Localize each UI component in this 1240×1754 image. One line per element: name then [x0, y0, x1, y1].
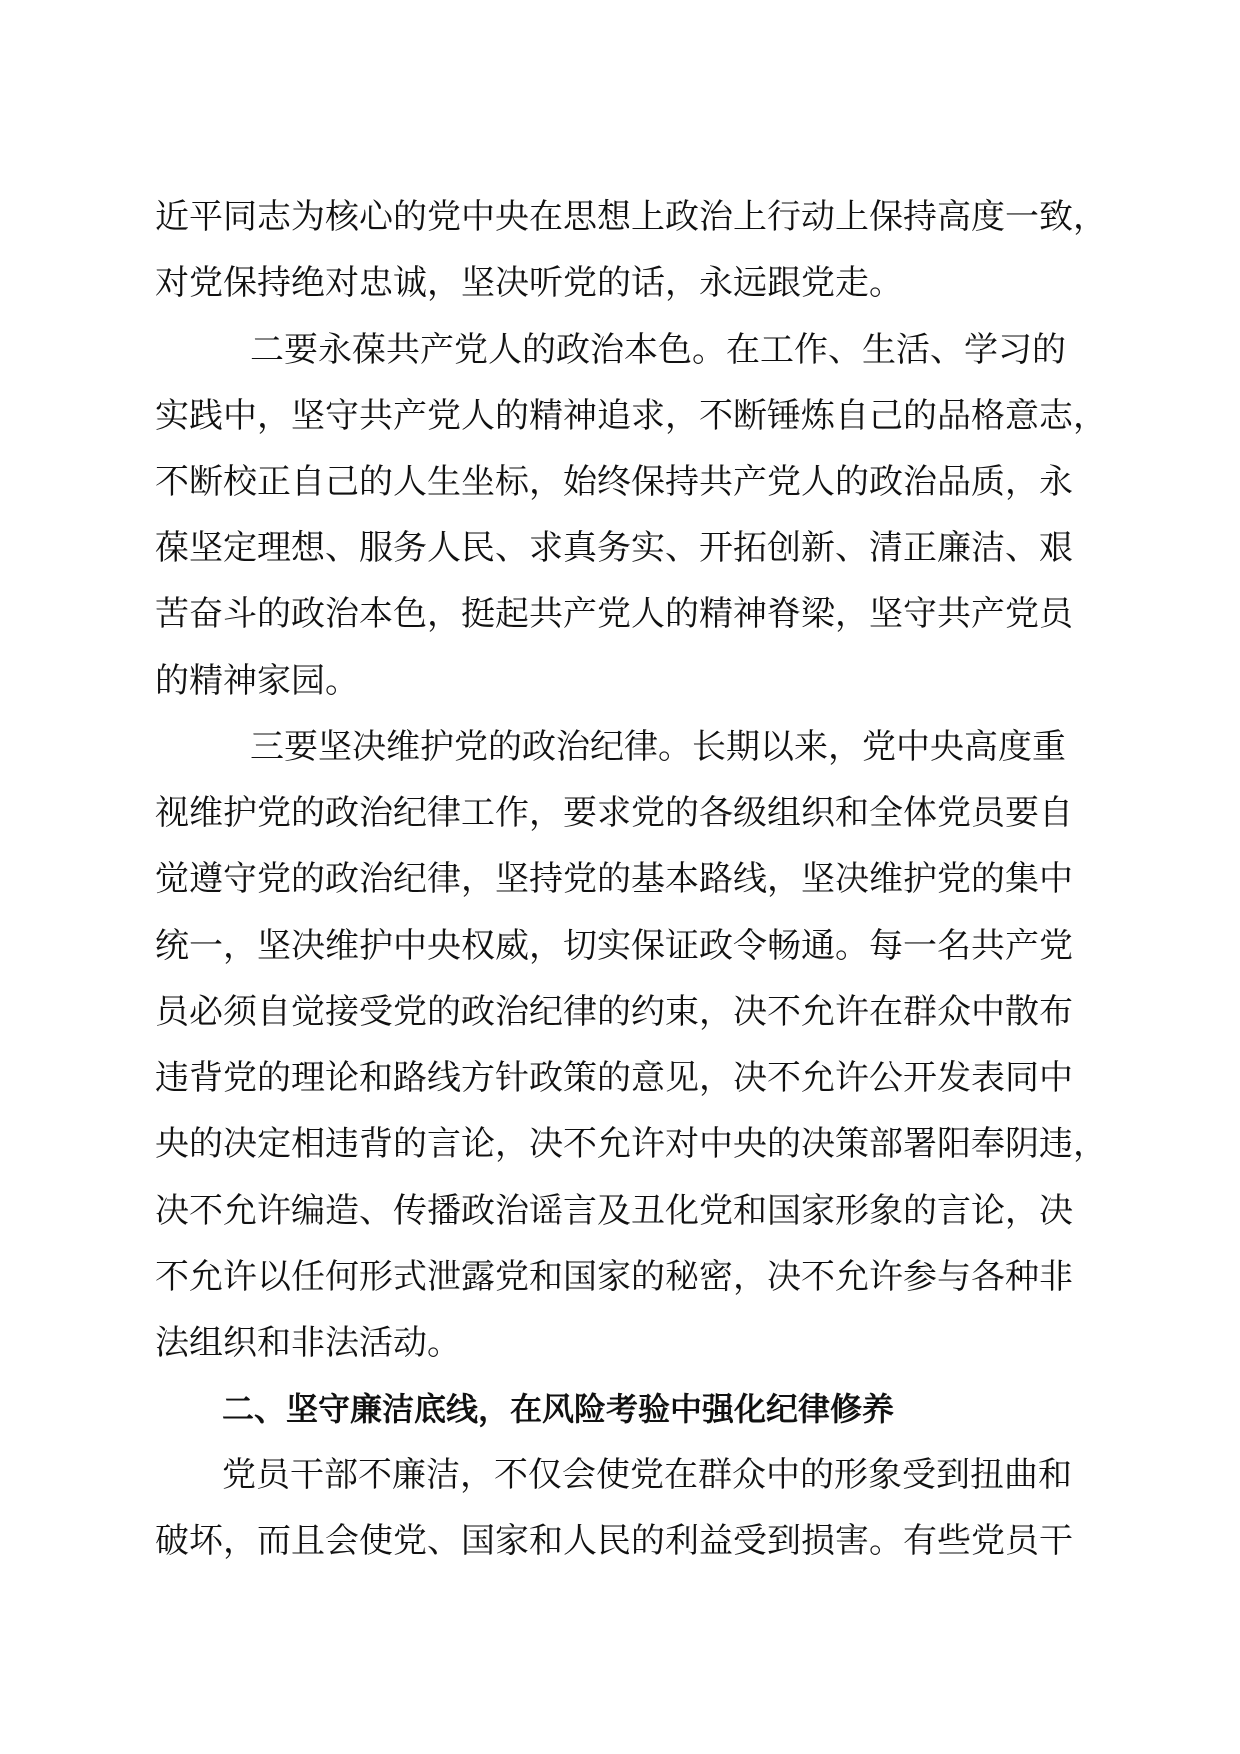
text-line: 葆坚定理想、服务人民、求真务实、开拓创新、清正廉洁、艰	[155, 528, 1073, 568]
text-line: 统一，坚决维护中央权威，切实保证政令畅通。每一名共产党	[155, 926, 1073, 966]
text-line: 视维护党的政治纪律工作，要求党的各级组织和全体党员要自	[155, 793, 1073, 833]
text-line: 央的决定相违背的言论，决不允许对中央的决策部署阳奉阴违，	[155, 1124, 1107, 1164]
text-line: 破坏，而且会使党、国家和人民的利益受到损害。有些党员干	[155, 1521, 1073, 1561]
text-line: 不断校正自己的人生坐标，始终保持共产党人的政治品质，永	[155, 462, 1073, 502]
text-line: 近平同志为核心的党中央在思想上政治上行动上保持高度一致，	[155, 197, 1107, 237]
text-line: 违背党的理论和路线方针政策的意见，决不允许公开发表同中	[155, 1058, 1073, 1098]
text-line: 不允许以任何形式泄露党和国家的秘密，决不允许参与各种非	[155, 1257, 1073, 1297]
text-line: 员必须自觉接受党的政治纪律的约束，决不允许在群众中散布	[155, 992, 1073, 1032]
text-line: 实践中，坚守共产党人的精神追求，不断锤炼自己的品格意志，	[155, 396, 1107, 436]
text-line: 法组织和非法活动。	[155, 1323, 461, 1363]
text-line: 苦奋斗的政治本色，挺起共产党人的精神脊梁，坚守共产党员	[155, 594, 1073, 634]
text-line: 觉遵守党的政治纪律，坚持党的基本路线，坚决维护党的集中	[155, 859, 1073, 899]
text-line: 的精神家园。	[155, 661, 359, 701]
text-line: 对党保持绝对忠诚，坚决听党的话，永远跟党走。	[155, 263, 903, 303]
paragraph-start-line: 三要坚决维护党的政治纪律。长期以来，党中央高度重	[250, 727, 1066, 767]
paragraph-start-line: 二要永葆共产党人的政治本色。在工作、生活、学习的	[250, 330, 1066, 370]
text-line: 决不允许编造、传播政治谣言及丑化党和国家形象的言论，决	[155, 1191, 1073, 1231]
section-heading: 二、坚守廉洁底线，在风险考验中强化纪律修养	[222, 1390, 895, 1428]
paragraph-start-line: 党员干部不廉洁，不仅会使党在群众中的形象受到扭曲和	[222, 1455, 1072, 1495]
